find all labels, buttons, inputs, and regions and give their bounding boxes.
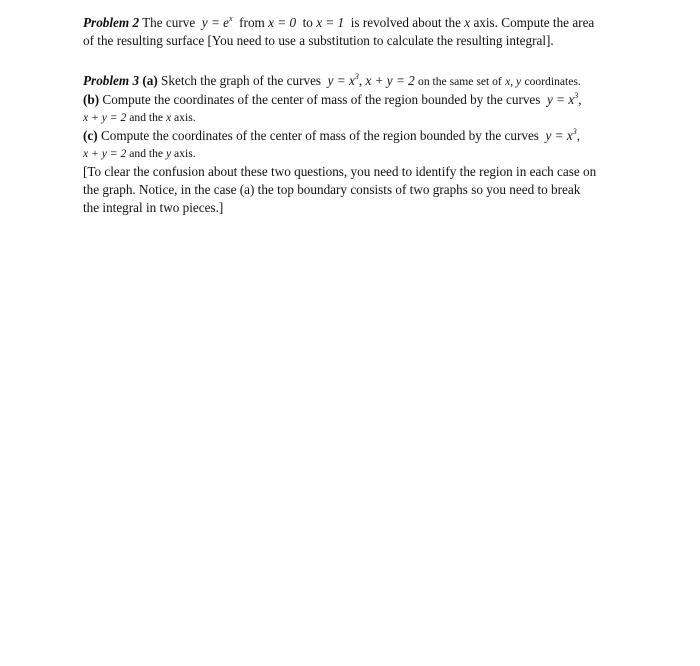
problem-3-part-b-line-2 [83, 109, 628, 127]
exponent: 3 [354, 71, 359, 81]
variables: x, y [505, 75, 522, 88]
text: The curve [142, 15, 196, 30]
text: Sketch the graph of the curves [161, 73, 322, 88]
text: axis. [174, 111, 196, 124]
equation-x-plus-y: x + y = 2 [365, 73, 415, 88]
problem-3-part-b-line-1 [83, 91, 628, 109]
exponent: 3 [572, 126, 577, 136]
equation-y-ex [202, 15, 233, 30]
text: Compute the coordinates of the center of mass of the region bounded by the curves [102, 92, 541, 107]
equation-text: y = x [545, 128, 573, 143]
problem-2-label: Problem 2 [83, 15, 140, 30]
comma: , [578, 92, 582, 107]
part-a-label: (a) [142, 73, 158, 88]
exponent: x [229, 13, 233, 23]
equation-text: y = x [327, 73, 355, 88]
problem-3-part-c-line-2 [83, 145, 628, 163]
comma: , [576, 128, 581, 143]
problem-2 [83, 14, 628, 50]
problem-2-line-2: of the resulting surface [You need to use a substitution to calculate the resulting integral]. [83, 33, 554, 48]
comma: , [358, 73, 363, 88]
part-c-label: (c) [83, 128, 98, 143]
equation-x0: x = 0 [268, 15, 297, 30]
note-line: the integral in two pieces.] [83, 200, 224, 215]
text: and the [129, 147, 164, 160]
equation-text: y = x [547, 92, 575, 107]
text: axis. Compute the area [473, 15, 595, 30]
problem-3-part-a [83, 72, 628, 91]
equation-y-x3 [546, 128, 577, 143]
text: from [239, 15, 265, 30]
text: Compute the coordinates of the center of mass of the region bounded by the curves [100, 128, 539, 143]
variable-y: y [165, 147, 172, 160]
problem-3-label: Problem 3 [83, 73, 140, 88]
equation-text: y = e [201, 15, 229, 30]
problem-3 [83, 72, 628, 217]
text: coordinates. [524, 75, 581, 88]
exponent: 3 [574, 90, 579, 100]
part-b-label: (b) [83, 92, 100, 107]
note-line: [To clear the confusion about these two questions, you need to identify the region in each case on [83, 164, 597, 179]
spacer [83, 50, 628, 72]
variable-x: x [464, 15, 471, 30]
text: to [302, 15, 313, 30]
equation-x-plus-y: x + y = 2 [83, 147, 127, 160]
equation-x1: x = 1 [316, 15, 345, 30]
note-line: the graph. Notice, in the case (a) the top boundary consists of two graphs so you need to break [83, 182, 581, 197]
text: axis. [174, 147, 196, 160]
text: on the same set of [418, 75, 502, 88]
equation-y-x3 [547, 92, 578, 107]
equation-y-x3 [328, 73, 359, 88]
text: and the [129, 111, 164, 124]
text: is revolved about the [350, 15, 461, 30]
equation-x-plus-y: x + y = 2 [83, 111, 127, 124]
problem-2-line-1 [83, 14, 628, 32]
document-page [83, 14, 628, 217]
variable-x: x [165, 111, 172, 124]
problem-3-part-c-line-1 [83, 127, 628, 145]
